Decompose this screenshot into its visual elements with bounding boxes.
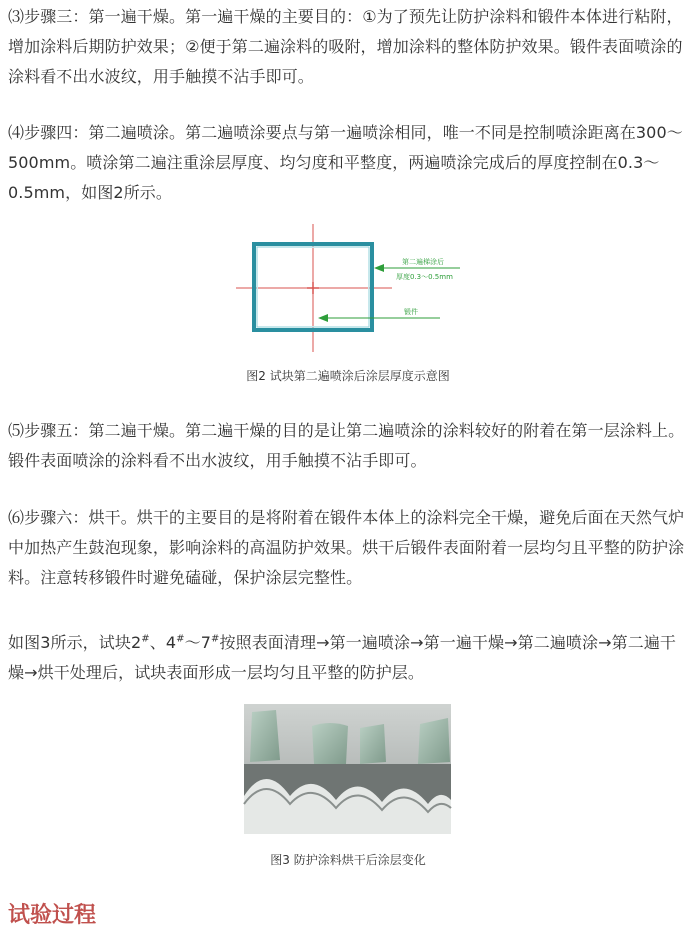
paragraph-step5: ⑸步骤五：第二遍干燥。第二遍干燥的目的是让第二遍喷涂的涂料较好的附着在第一层涂料上。锻件表面喷涂的涂料看不出水波纹，用手触摸不沾手即可。: [8, 421, 685, 470]
paragraph-step4: ⑷步骤四：第二遍喷涂。第二遍喷涂要点与第一遍喷涂相同，唯一不同是控制喷涂距离在300～500mm。喷涂第二遍注重涂层厚度、均匀度和平整度，两遍喷涂完成后的厚度控制在0.3～0.5mm，如图2所示。: [8, 123, 683, 202]
section-heading: 试验过程: [8, 903, 97, 928]
figure-2-caption: 图2 试块第二遍喷涂后涂层厚度示意图: [246, 369, 450, 383]
paragraph-step6: ⑹步骤六：烘干。烘干的主要目的是将附着在锻件本体上的涂料完全干燥，避免后面在天然气炉中加热产生鼓泡现象，影响涂料的高温防护效果。烘干后锻件表面附着一层均匀且平整的防护涂料。注意转移锻件时避免磕碰，保护涂层完整性。: [8, 508, 685, 587]
label-forging: 锻件: [404, 308, 418, 316]
label-second-coating: 第二遍梯涂后: [402, 258, 444, 266]
figure-3-caption: 图3 防护涂料烘干后涂层变化: [270, 853, 426, 867]
paragraph-fig3-intro: 如图3所示，试块2#、4#～7#按照表面清理→第一遍喷涂→第一遍干燥→第二遍喷涂→第二遍干燥→烘干处理后，试块表面形成一层均匀且平整的防护层。: [8, 633, 677, 682]
coating-thickness-diagram: [0, 222, 696, 362]
figure-2: [0, 222, 696, 362]
coated-specimens-photo: [0, 704, 696, 834]
paragraph-step3: ⑶步骤三：第一遍干燥。第一遍干燥的主要目的：①为了预先让防护涂料和锻件本体进行粘附，增加涂料后期防护效果；②便于第二遍涂料的吸附，增加涂料的整体防护效果。锻件表面喷涂的涂料看不出水波纹，用手触摸不沾手即可。: [8, 7, 683, 86]
figure-3: [0, 704, 696, 834]
label-thickness: 厚度0.3～0.5mm: [396, 273, 453, 281]
